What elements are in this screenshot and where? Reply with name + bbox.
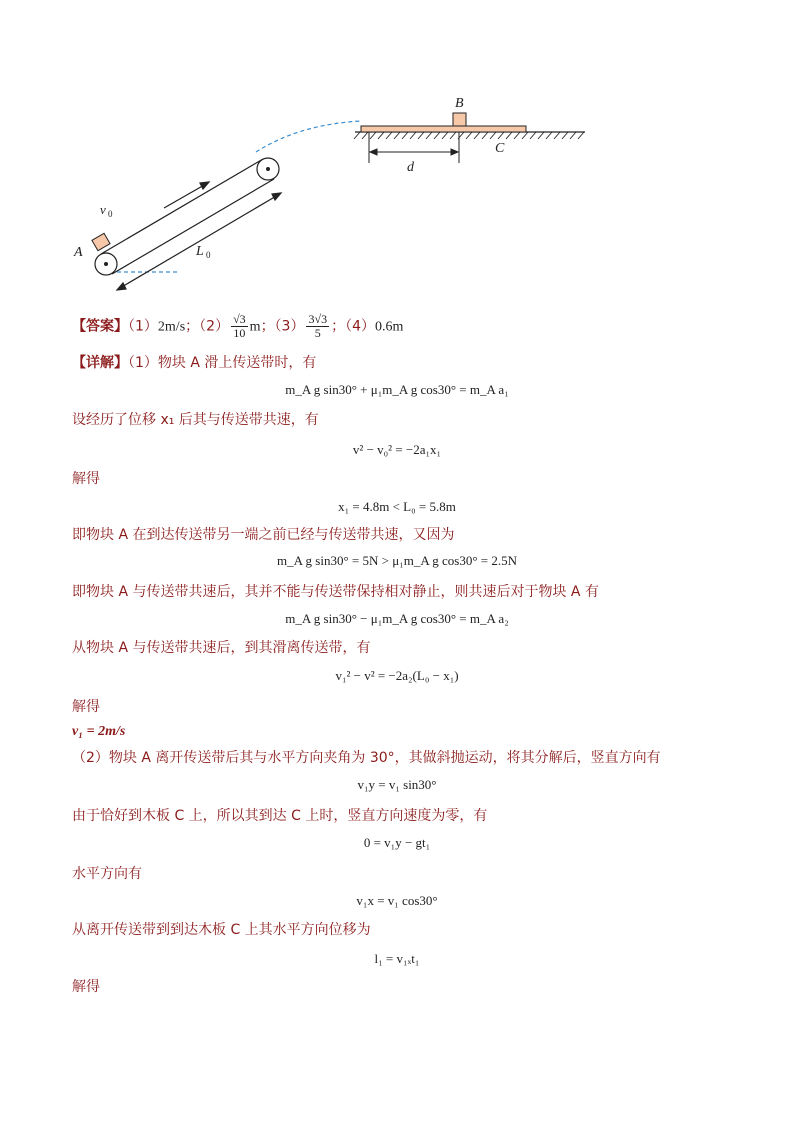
equation-2: v² − v₀² = −2a₁x₁ — [352, 442, 442, 457]
label-l0-sub: 0 — [206, 250, 211, 260]
length-l0-arrow — [117, 193, 281, 290]
answer-part4-value: 0.6m — [375, 319, 404, 335]
text-line-5: 即物块 A 与传送带共速后，其并不能与传送带保持相对静止，则共速后对于物块 A 有 — [72, 584, 599, 600]
conveyor-belt — [95, 158, 279, 275]
text-line-7: 解得 — [72, 699, 100, 715]
equation-1: m_A g sin30° + μ₁m_A g cos30° = m_A a₁ — [285, 382, 509, 397]
equation-6: v₁² − v² = −2a₂(L₀ − x₁) — [335, 668, 459, 683]
answer-sep1: ；（2） — [185, 318, 230, 335]
answer-sep2: ；（3） — [260, 318, 305, 335]
equation-10: v₁x = v₁ cos30° — [356, 893, 438, 908]
distance-d-marker — [369, 132, 459, 163]
text-line-11: 从离开传送带到到达木板 C 上其水平方向位移为 — [72, 922, 371, 938]
answer-part1-label: （1） — [128, 318, 158, 335]
block-b — [453, 113, 466, 126]
answer-part2-fraction: $\frac{√3}{10}$ — [233, 312, 246, 340]
equation-9: 0 = v₁y − gt₁ — [363, 835, 431, 850]
board-c — [361, 126, 526, 132]
result-v1: v₁ = 2m/s — [72, 724, 126, 739]
ground — [354, 132, 585, 139]
text-line-2: 设经历了位移 x₁ 后其与传送带共速，有 — [72, 412, 319, 428]
detail-intro: 【详解】（1）物块 A 滑上传送带时，有 — [72, 355, 317, 371]
text-line-6: 从物块 A 与传送带共速后，到其滑离传送带，有 — [72, 640, 371, 656]
equation-4: m_A g sin30° = 5N > μ₁m_A g cos30° = 2.5N — [277, 553, 517, 568]
answer-part3-fraction: $\frac{3√3}{5}$ — [308, 312, 328, 340]
equation-3: x₁ = 4.8m < L₀ = 5.8m — [338, 499, 456, 514]
text-line-3: 解得 — [72, 471, 100, 487]
text-line-12: 解得 — [72, 979, 100, 995]
text-line-10: 水平方向有 — [72, 866, 142, 882]
label-c: C — [495, 141, 505, 156]
answer-part1-value: 2m/s — [157, 319, 186, 335]
equation-5: m_A g sin30° − μ₁m_A g cos30° = m_A a₂ — [285, 611, 509, 626]
equation-11: l₁ = v₁ₓt₁ — [374, 951, 420, 966]
text-line-4: 即物块 A 在到达传送带另一端之前已经与传送带共速，又因为 — [72, 527, 455, 543]
answer-sep3: ；（4） — [331, 318, 375, 335]
text-line-8: （2）物块 A 离开传送带后其与水平方向夹角为 30°，其做斜抛运动，将其分解后，竖直方向有 — [72, 750, 661, 766]
text-line-9: 由于恰好到木板 C 上，所以其到达 C 上时，竖直方向速度为零，有 — [72, 808, 488, 824]
trajectory-dashed — [256, 121, 362, 152]
label-l0: L — [196, 244, 204, 259]
answer-tag: 【答案】 — [72, 318, 128, 335]
answer-part2-unit: m — [249, 319, 261, 335]
physics-diagram — [70, 88, 600, 300]
answer-line — [72, 313, 403, 340]
label-v0: v — [100, 202, 106, 217]
label-a: A — [74, 245, 83, 260]
block-a — [92, 233, 110, 250]
equation-8: v₁y = v₁ sin30° — [357, 777, 437, 792]
label-b: B — [455, 96, 464, 111]
label-d: d — [407, 160, 414, 175]
label-v0-sub: 0 — [108, 209, 113, 219]
